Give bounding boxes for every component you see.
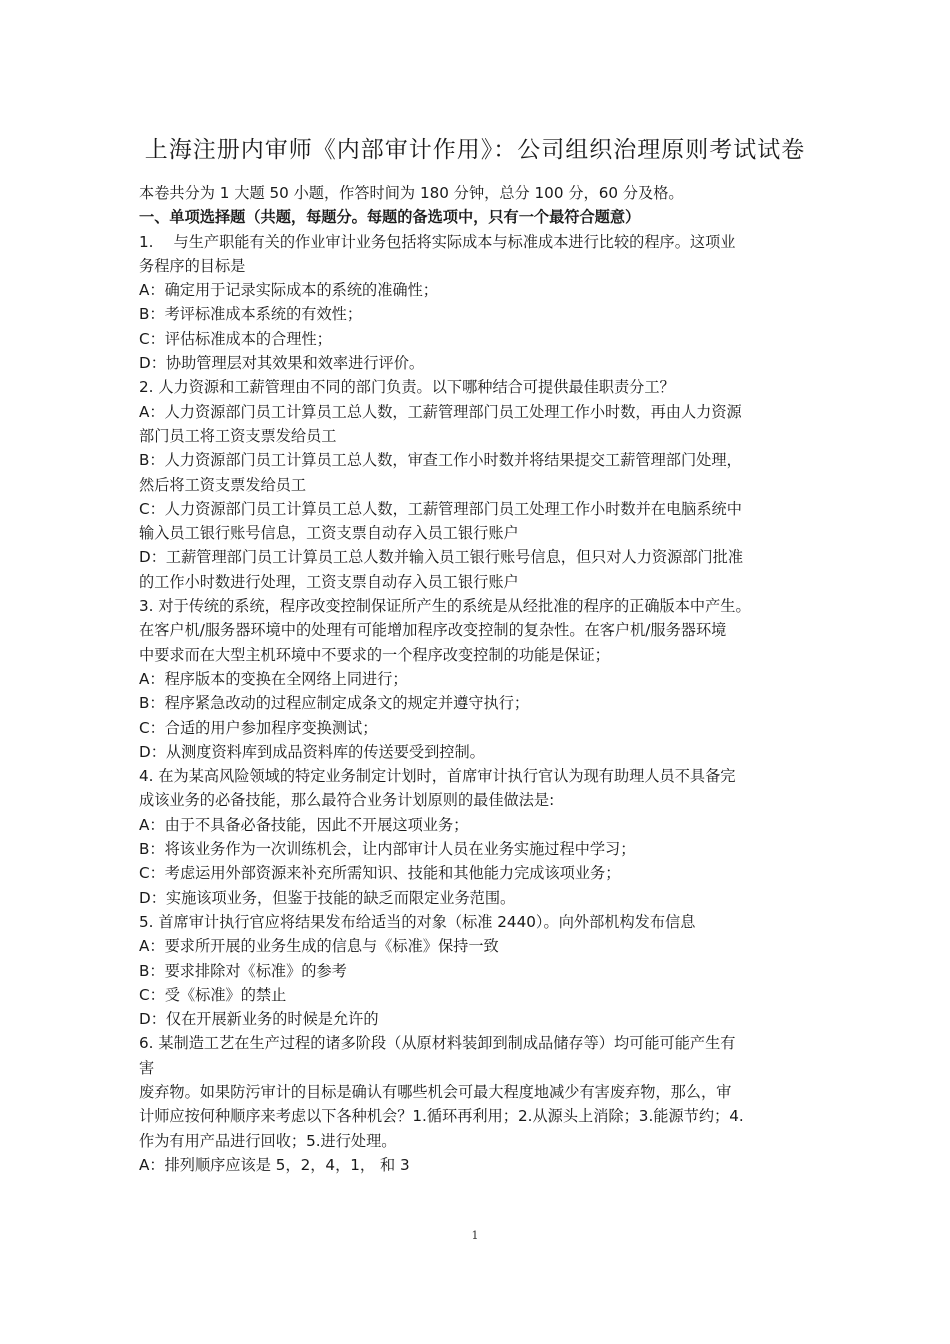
text-line: 输入员工银行账号信息，工资支票自动存入员工银行账户 [139,524,519,543]
text-line: D：协助管理层对其效果和效率进行评价。 [139,354,425,373]
text-line: 中要求而在大型主机环境中不要求的一个程序改变控制的功能是保证； [139,645,610,664]
text-line: 5. 首席审计执行官应将结果发布给适当的对象（标准 2440）。向外部机构发布信息 [139,912,696,931]
text-line: 然后将工资支票发给员工 [139,475,307,494]
text-line: A：排列顺序应该是 5，2，4，1， 和 3 [139,1155,410,1174]
text-line: B：要求排除对《标准》的参考 [139,961,347,980]
text-line: C：评估标准成本的合理性； [139,329,332,348]
text-line: A：确定用于记录实际成本的系统的准确性； [139,281,438,300]
document-body [139,181,824,1177]
text-line: 务程序的目标是 [139,256,246,275]
text-line: B：将该业务作为一次训练机会，让内部审计人员在业务实施过程中学习； [139,840,636,859]
section-heading: 一、单项选择题（共题，每题分。每题的备选项中，只有一个最符合题意） [139,208,641,227]
document-title: 上海注册内审师《内部审计作用》：公司组织治理原则考试试卷 [144,137,806,163]
text-line: 成该业务的必备技能，那么最符合业务计划原则的最佳做法是: [139,791,555,810]
text-line: 部门员工将工资支票发给员工 [139,426,337,445]
text-line: A：人力资源部门员工计算员工总人数，工薪管理部门员工处理工作小时数，再由人力资源 [139,402,742,421]
text-line: 作为有用产品进行回收；5.进行处理。 [139,1131,397,1150]
text-line: A：程序版本的变换在全网络上同进行； [139,669,408,688]
text-line: C：考虑运用外部资源来补充所需知识、技能和其他能力完成该项业务； [139,864,621,883]
text-line: B：程序紧急改动的过程应制定成条文的规定并遵守执行； [139,694,530,713]
text-line: 计师应按何种顺序来考虑以下各种机会？1.循环再利用；2.从源头上消除；3.能源节约；4. [139,1107,744,1126]
text-line: 本卷共分为 1 大题 50 小题，作答时间为 180 分钟，总分 100 分，60 分及格。 [139,184,684,202]
text-line: B：人力资源部门员工计算员工总人数，审查工作小时数并将结果提交工薪管理部门处理， [139,451,742,470]
text-line: C：合适的用户参加程序变换测试； [139,718,378,737]
text-line: A：要求所开展的业务生成的信息与《标准》保持一致 [139,937,499,956]
text-line: 在客户机/服务器环境中的处理有可能增加程序改变控制的复杂性。在客户机/服务器环境 [139,621,727,640]
text-line: D：实施该项业务，但鉴于技能的缺乏而限定业务范围。 [139,888,516,907]
text-line: B：考评标准成本系统的有效性； [139,305,363,324]
text-line: 废弃物。如果防污审计的目标是确认有哪些机会可最大程度地减少有害废弃物，那么，审 [139,1082,732,1101]
page-number: 1 [471,1229,479,1242]
text-line: 6. 某制造工艺在生产过程的诸多阶段（从原材料装卸到制成品储存等）均可能可能产生有 [139,1034,736,1053]
text-line: 的工作小时数进行处理，工资支票自动存入员工银行账户 [139,572,519,591]
text-line: A：由于不具备必备技能，因此不开展这项业务； [139,815,469,834]
text-line: C：人力资源部门员工计算员工总人数，工薪管理部门员工处理工作小时数并在电脑系统中 [139,499,742,518]
text-line: 4. 在为某高风险领域的特定业务制定计划时，首席审计执行官认为现有助理人员不具备完 [139,767,736,786]
text-line: 害 [139,1058,155,1077]
text-line: D：仅在开展新业务的时候是允许的 [139,1010,379,1029]
text-line: 1. 与生产职能有关的作业审计业务包括将实际成本与标准成本进行比较的程序。这项业 [139,232,736,251]
text-line: C：受《标准》的禁止 [139,985,287,1004]
text-line: D：从测度资料库到成品资料库的传送要受到控制。 [139,742,485,761]
text-line: 2. 人力资源和工薪管理由不同的部门负责。以下哪种结合可提供最佳职责分工？ [139,378,675,397]
text-line: 3. 对于传统的系统，程序改变控制保证所产生的系统是从经批准的程序的正确版本中产生。 [139,597,751,616]
text-line: D：工薪管理部门员工计算员工总人数并输入员工银行账号信息，但只对人力资源部门批准 [139,548,744,567]
